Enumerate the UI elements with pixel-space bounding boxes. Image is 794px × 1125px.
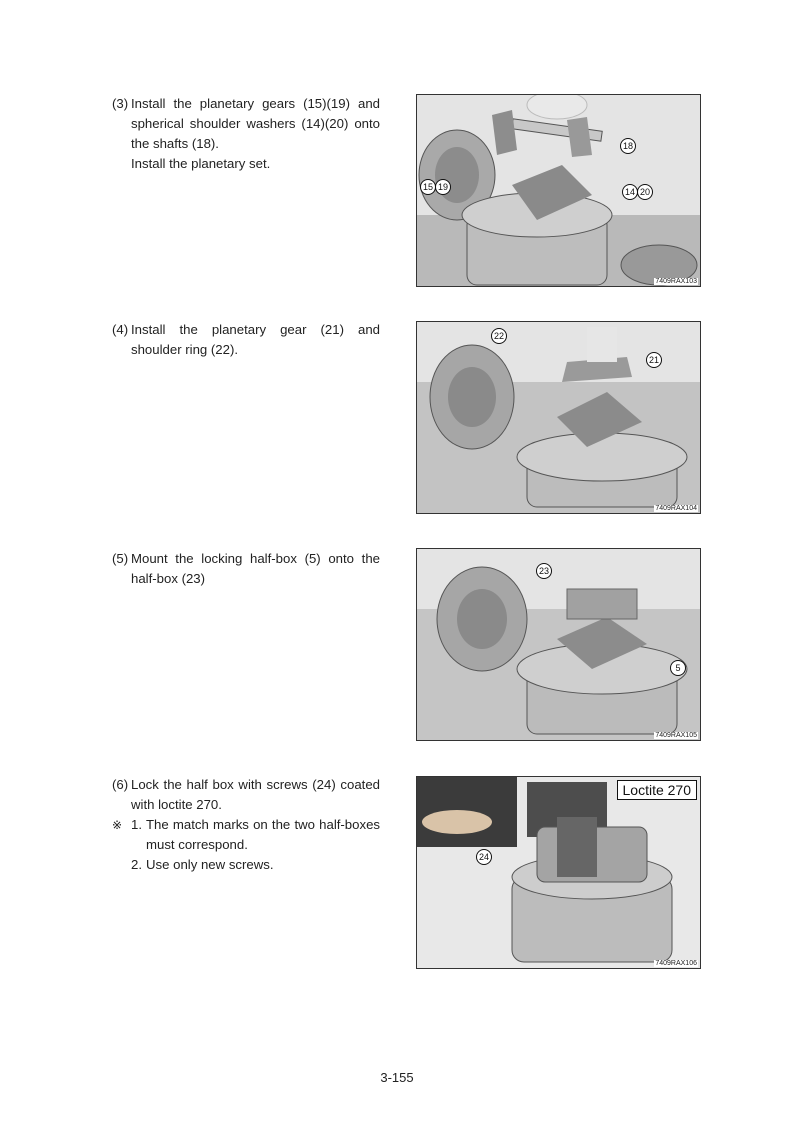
note-mark: ※: [112, 818, 123, 832]
step-number: (4): [112, 322, 129, 337]
image-caption: 7409RAX104: [655, 505, 697, 512]
note-text: Use only new screws.: [146, 857, 274, 872]
step-text: Mount the locking half-box (5) onto the half-box (23): [131, 551, 380, 586]
callout-14-20: [622, 184, 652, 200]
step-number: (5): [112, 551, 129, 566]
photo-lock-screws: [416, 776, 701, 969]
photo-planetary-gear-ring: [416, 321, 701, 514]
callout-15-19: [420, 179, 450, 195]
photo-half-box: [416, 548, 701, 741]
step-number: (3): [112, 96, 129, 111]
callout-number: 22: [491, 328, 507, 344]
step-number: (6): [112, 777, 129, 792]
callout-number: 18: [620, 138, 636, 154]
callout-24: [476, 849, 491, 865]
photo-illustration: [417, 777, 700, 968]
callout-18: [620, 138, 635, 154]
note-number: 1.: [131, 817, 142, 832]
step-4: [112, 320, 380, 360]
photo-illustration: [417, 95, 700, 286]
step-5: [112, 549, 380, 589]
callout-number: 24: [476, 849, 492, 865]
callout-number: 21: [646, 352, 662, 368]
note-2: [112, 855, 380, 875]
step-text: Lock the half box with screws (24) coated with loctite 270.: [131, 777, 380, 812]
note-number: 2.: [131, 857, 142, 872]
callout-number: 20: [637, 184, 653, 200]
callout-23: [536, 563, 551, 579]
callout-number: 15: [420, 179, 436, 195]
step-6: [112, 775, 380, 875]
callout-number: 23: [536, 563, 552, 579]
callout-5: [670, 660, 685, 676]
callout-22: [491, 328, 506, 344]
callout-number: 14: [622, 184, 638, 200]
image-caption: 7409RAX105: [655, 732, 697, 739]
image-caption: 7409RAX106: [655, 960, 697, 967]
note-1: [112, 815, 380, 855]
photo-illustration: [417, 322, 700, 513]
photo-planetary-gears: [416, 94, 701, 287]
step-text: Install the planetary set.: [131, 156, 271, 171]
page-number: 3-155: [380, 1070, 414, 1085]
callout-number: 19: [435, 179, 451, 195]
callout-21: [646, 352, 661, 368]
callout-number: 5: [670, 660, 686, 676]
note-text: The match marks on the two half-boxes must correspond.: [146, 817, 380, 852]
loctite-label: Loctite 270: [617, 780, 698, 800]
photo-illustration: [417, 549, 700, 740]
step-text: Install the planetary gear (21) and shoulder ring (22).: [131, 322, 380, 357]
step-3: [112, 94, 380, 174]
step-text: Install the planetary gears (15)(19) and spherical shoulder washers (14)(20) onto the shafts (18).: [131, 96, 380, 151]
image-caption: 7409RAX103: [655, 278, 697, 285]
